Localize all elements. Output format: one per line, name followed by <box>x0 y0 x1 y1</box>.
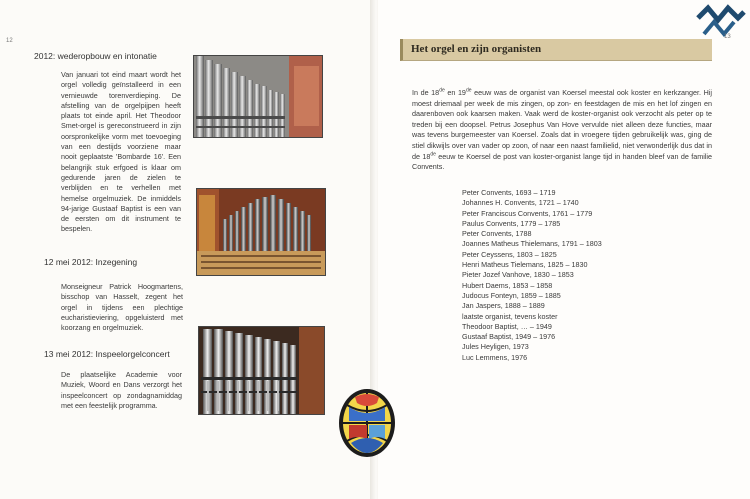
list-item: Peter Convents, 1788 <box>462 229 532 239</box>
list-item: Peter Ceyssens, 1803 – 1825 <box>462 249 557 259</box>
section-title-concert: 13 mei 2012: Inspeelorgelconcert <box>44 349 170 359</box>
chapter-heading: Het orgel en zijn organisten <box>411 43 542 55</box>
list-item: Peter Franciscus Convents, 1761 – 1779 <box>462 208 593 218</box>
section-body-blessing: Monseigneur Patrick Hoogmartens, bisschop van Hasselt, zegent het orgel in tijdens een plechtige eucharistieviering, opgeluisterd met koorzang en orgelmuziek. <box>61 282 183 333</box>
section-title-reconstruction: 2012: wederopbouw en intonatie <box>34 51 157 61</box>
list-item: Henri Matheus Tielemans, 1825 – 1830 <box>462 260 588 270</box>
chapter-heading-box <box>400 39 712 61</box>
list-item: Theodoor Baptist, … – 1949 <box>462 321 552 331</box>
section-body-concert: De plaatselijke Academie voor Muziek, Woord en Dans verzorgt het inspeelconcert op zondagnamiddag met een feestelijk programma. <box>61 370 182 410</box>
section-body-reconstruction: Van januari tot eind maart wordt het orgel volledig geïnstalleerd in een vernieuwde torenverdieping. De afstelling van de orgelpijpen heeft plaats tot einde april. Het Theodoor Smet-orgel is gereconstrueerd in zijn oorspronkelijke vorm met toevoeging van een destijds voorziene maar nooit geplaatste 'Bombarde 16'. Een belangrijk stuk erfgoed is klaar om gedurende jaren de zielen te verblijden en te verhellen met hemelse orgelmuziek. De inmiddels 94-jarige Gustaaf Baptist is een van de eersten om dit instrument te bespelen. <box>61 70 181 234</box>
section-title-blessing: 12 mei 2012: Inzegening <box>44 257 138 267</box>
list-item: Luc Lemmens, 1976 <box>462 352 528 362</box>
organ-pipes-photo-1 <box>193 55 323 138</box>
list-item: Paulus Convents, 1779 – 1785 <box>462 218 561 228</box>
list-item: Gustaaf Baptist, 1949 – 1976 <box>462 332 556 342</box>
organ-pipes-photo-3 <box>198 326 325 415</box>
list-item: Pieter Jozef Vanhove, 1830 – 1853 <box>462 270 574 280</box>
intro-paragraph: In de 18de en 19de eeuw was de organist van Koersel meestal ook koster en kerkzanger. Hij moest driemaal per week de mis zingen, op zon- en feestdagen de mis en het lof zingen en daarenboven ook kaarsen maken. Vaak werd de koster-organist ook verzocht als peter op te treden bij een doopsel. Petrus Josephus Van Hove vervulde niet alleen deze functies, maar was tevens burgemeester van Koersel. Zoals dat in vroegere tijden gebruikelijk was, ging de stiel dikwijls over van vader op zoon, of naar een naast familielid, niet verwonderlijk dus dat in de 18de eeuw te Koersel de post van koster-organist lange tijd in handen bleef van de familie Convents. <box>412 87 713 172</box>
list-item: Judocus Fonteyn, 1859 – 1885 <box>462 290 561 300</box>
page-number-left: 12 <box>6 38 13 44</box>
list-item: Jan Jaspers, 1888 – 1889 <box>462 301 545 311</box>
list-item: Jules Heyligen, 1973 <box>462 342 529 352</box>
list-item: Peter Convents, 1693 – 1719 <box>462 188 556 197</box>
list-item: Johannes H. Convents, 1721 – 1740 <box>462 198 579 208</box>
list-item: Joannes Matheus Thielemans, 1791 – 1803 <box>462 239 602 249</box>
stained-glass-window <box>337 387 397 459</box>
organist-list <box>462 188 682 363</box>
logo-icon <box>696 4 746 40</box>
organ-pipes-photo-2 <box>196 188 326 276</box>
list-item: Hubert Daems, 1853 – 1858 <box>462 280 553 290</box>
list-item: laatste organist, tevens koster <box>462 311 558 321</box>
page-number-right: 13 <box>724 34 731 40</box>
